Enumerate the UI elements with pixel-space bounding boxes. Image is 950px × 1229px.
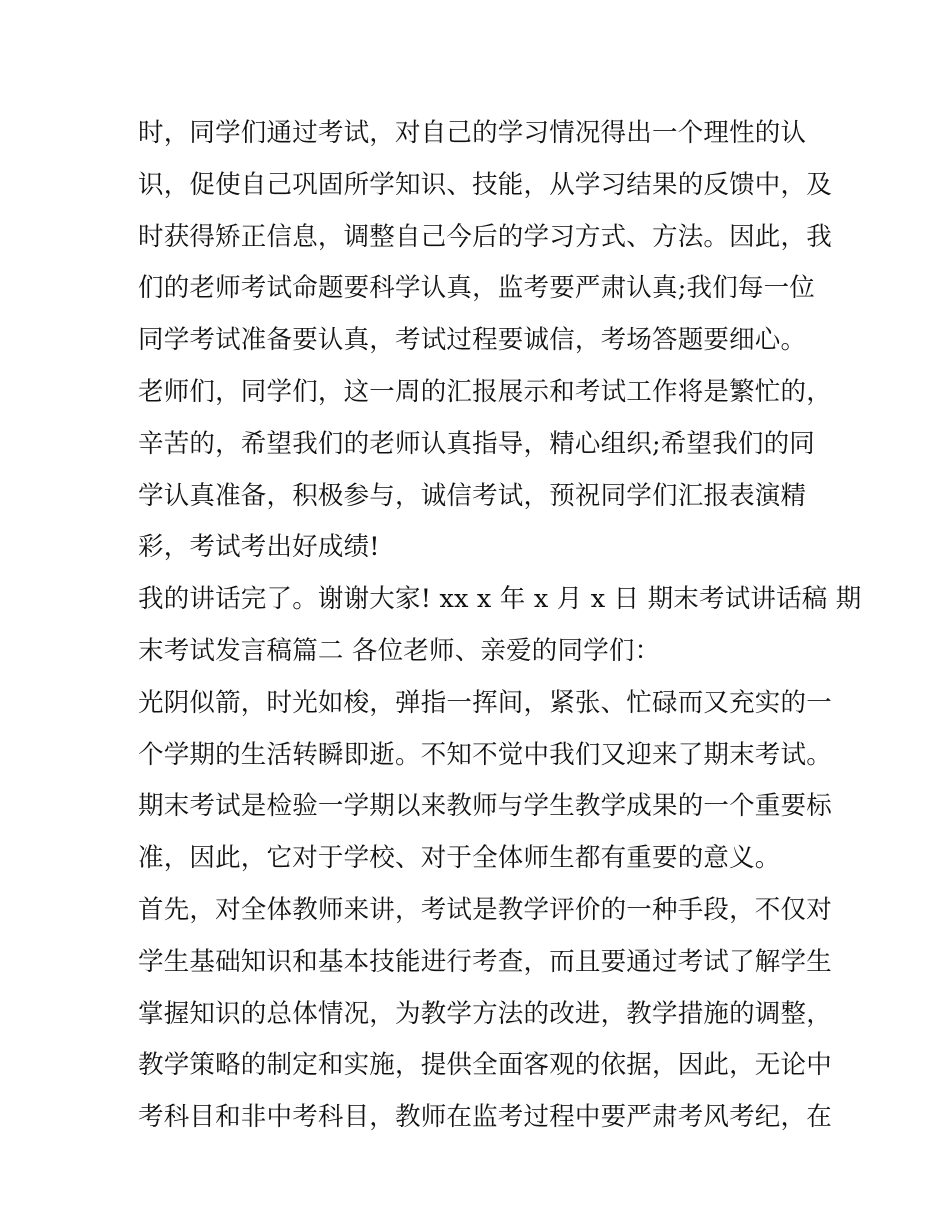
text-line: 们的老师考试命题要科学认真，监考要严肃认真;我们每一位 — [138, 273, 815, 304]
text-line: 老师们，同学们，这一周的汇报展示和考试工作将是繁忙的， — [138, 376, 832, 407]
text-line: 个学期的生活转瞬即逝。不知不觉中我们又迎来了期末考试。 — [138, 739, 832, 770]
text-line: 彩，考试考出好成绩! — [138, 532, 380, 563]
text-line: 首先，对全体教师来讲，考试是教学评价的一种手段，不仅对 — [138, 894, 832, 925]
text-line: 教学策略的制定和实施，提供全面客观的依据，因此，无论中 — [138, 1050, 832, 1081]
text-line: 辛苦的，希望我们的老师认真指导，精心组织;希望我们的同 — [138, 428, 815, 459]
text-line: 识，促使自己巩固所学知识、技能，从学习结果的反馈中，及 — [138, 169, 832, 200]
text-line: 考科目和非中考科目，教师在监考过程中要严肃考风考纪，在 — [138, 1102, 832, 1133]
text-line: 学认真准备，积极参与，诚信考试，预祝同学们汇报表演精 — [138, 480, 807, 511]
text-line: 光阴似箭，时光如梭，弹指一挥间，紧张、忙碌而又充实的一 — [138, 687, 832, 718]
text-line: 期末考试是检验一学期以来教师与学生教学成果的一个重要标 — [138, 791, 832, 822]
document-body — [138, 108, 862, 1144]
text-line: 时，同学们通过考试，对自己的学习情况得出一个理性的认 — [138, 118, 807, 148]
text-line: 准，因此，它对于学校、对于全体师生都有重要的意义。 — [138, 843, 781, 874]
text-line: 时获得矫正信息，调整自己今后的学习方式、方法。因此，我 — [138, 221, 832, 252]
text-line: 学生基础知识和基本技能进行考查，而且要通过考试了解学生 — [138, 946, 832, 977]
text-line: 我的讲话完了。谢谢大家! xx x 年 x 月 x 日 期末考试讲话稿 期 — [138, 584, 862, 615]
text-line: 掌握知识的总体情况，为教学方法的改进，教学措施的调整， — [138, 998, 832, 1029]
text-line: 同学考试准备要认真，考试过程要诚信，考场答题要细心。 — [138, 325, 807, 356]
text-line: 末考试发言稿篇二 各位老师、亲爱的同学们： — [138, 635, 661, 666]
